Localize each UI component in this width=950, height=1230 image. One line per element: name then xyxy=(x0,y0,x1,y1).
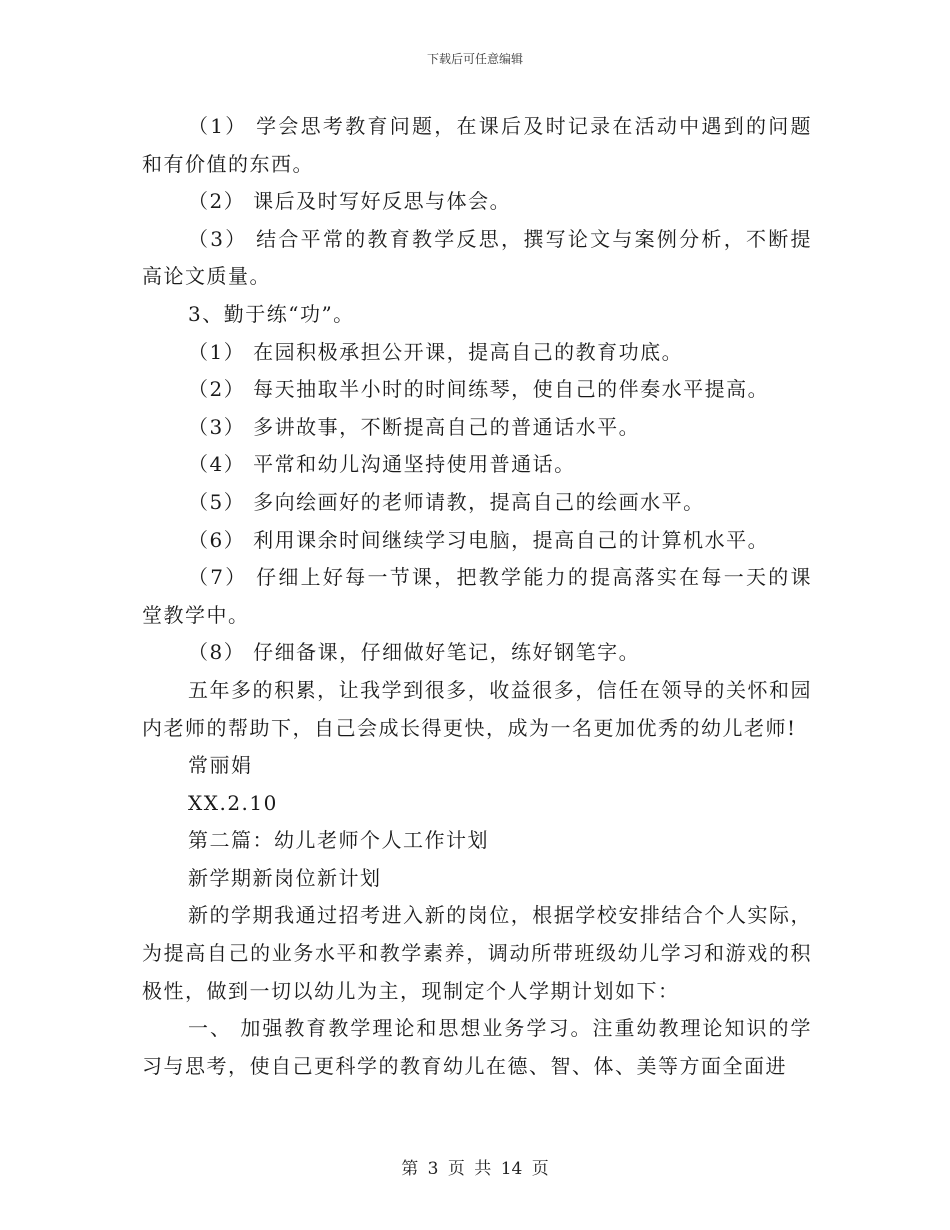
chapter-title: 第二篇：幼儿老师个人工作计划 xyxy=(188,828,489,853)
paragraph-9: （5） 多向绘画好的老师请教，提高自己的绘画水平。 xyxy=(188,489,705,514)
page-header-note: 下载后可任意编辑 xyxy=(426,52,523,66)
paragraph-10: （6） 利用课余时间继续学习电脑，提高自己的计算机水平。 xyxy=(188,527,770,552)
paragraph-18: 新的学期我通过招考进入新的岗位，根据学校安排结合个人实际，为提高自己的业务水平和教学素养，调动所带班级幼儿学习和游戏的积极性，做到一切以幼儿为主，现制定个人学期计划如下： xyxy=(142,903,812,1003)
paragraph-19: 一、 加强教育教学理论和思想业务学习。注重幼教理论知识的学习与思考，使自己更科学的教育幼儿在德、智、体、美等方面全面进 xyxy=(142,1016,812,1078)
paragraph-12: （8） 仔细备课，仔细做好笔记，练好钢笔字。 xyxy=(188,640,641,665)
signature-name: 常丽娟 xyxy=(188,753,253,778)
paragraph-13: 五年多的积累，让我学到很多，收益很多，信任在领导的关怀和园内老师的帮助下，自己会成长得更快，成为一名更加优秀的幼儿老师! xyxy=(142,677,812,740)
section-heading-3: 3、勤于练“功”。 xyxy=(188,301,355,326)
paragraph-3: （3） 结合平常的教育教学反思，撰写论文与案例分析，不断提高论文质量。 xyxy=(142,226,812,289)
paragraph-1: （1） 学会思考教育问题，在课后及时记录在活动中遇到的问题和有价值的东西。 xyxy=(142,114,812,176)
chapter-subtitle: 新学期新岗位新计划 xyxy=(188,865,382,890)
paragraph-11: （7） 仔细上好每一节课，把教学能力的提高落实在每一天的课堂教学中。 xyxy=(142,565,812,627)
document-body xyxy=(142,108,812,1085)
paragraph-2: （2） 课后及时写好反思与体会。 xyxy=(188,189,512,214)
paragraph-8: （4） 平常和幼儿沟通坚持使用普通话。 xyxy=(188,452,576,477)
paragraph-7: （3） 多讲故事，不断提高自己的普通话水平。 xyxy=(188,414,641,439)
paragraph-5: （1） 在园积极承担公开课，提高自己的教育功底。 xyxy=(188,339,684,364)
page-number-footer: 第 3 页 共 14 页 xyxy=(401,1159,549,1179)
paragraph-6: （2） 每天抽取半小时的时间练琴，使自己的伴奏水平提高。 xyxy=(188,377,770,402)
signature-date: XX.2.10 xyxy=(188,790,278,815)
